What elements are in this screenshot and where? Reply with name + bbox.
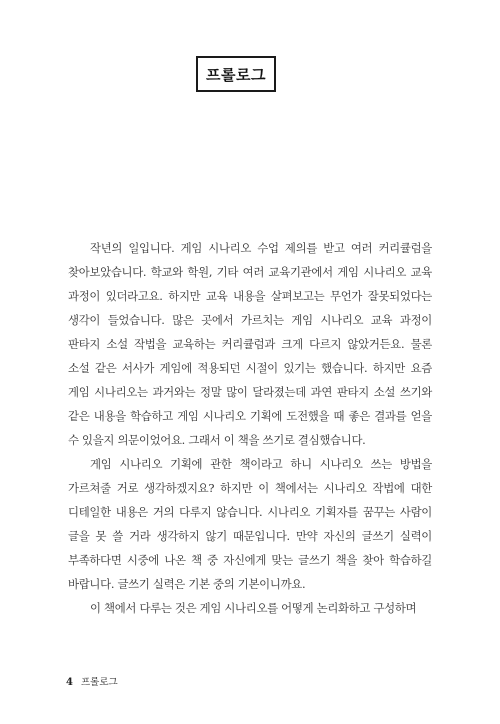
paragraph-1: 작년의 일입니다. 게임 시나리오 수업 제의를 받고 여러 커리큘럼을 찾아보았습니다. 학교와 학원, 기타 여러 교육기관에서 게임 시나리오 교육 과정이 있더라고요. 하지만 교육 내용을 살펴보고는 무언가 잘못되었다는 생각이 들었습니다. 많은 곳에서 가르치는 게임 시나리오 교육 과정이 판타지 소설 작법을 교육하는 커리큘럼과 크게 다르지 않았거든요. 물론 소설 같은 서사가 게임에 적용되던 시절이 있기는 했습니다. 하지만 요즘 게임 시나리오는 과거와는 정말 많이 달라졌는데 과연 판타지 소설 쓰기와 같은 내용을 학습하고 게임 시나리오 기획에 도전했을 때 좋은 결과를 얻을 수 있을지 의문이었어요. 그래서 이 책을 쓰기로 결심했습니다. [68,241,432,447]
paragraph-3: 이 책에서 다루는 것은 게임 시나리오를 어떻게 논리화하고 구성하며 [90,601,417,615]
page-number: 4 [66,677,73,688]
page-footer [66,674,118,688]
chapter-title: 프롤로그 [196,56,276,92]
paragraph-2: 게임 시나리오 기획에 관한 책이라고 하니 시나리오 쓰는 방법을 가르쳐줄 거로 생각하겠지요? 하지만 이 책에서는 시나리오 작법에 대한 디테일한 내용은 거의 다루지 않습니다. 시나리오 기획자를 꿈꾸는 사람이 글을 못 쓸 거라 생각하지 않기 때문입니다. 만약 자신의 글쓰기 실력이 부족하다면 시중에 나온 책 중 자신에게 맞는 글쓰기 책을 찾아 학습하길 바랍니다. 글쓰기 실력은 기본 중의 기본이니까요. [68,457,432,591]
running-header: 프롤로그 [80,677,118,688]
body-text [68,236,432,620]
